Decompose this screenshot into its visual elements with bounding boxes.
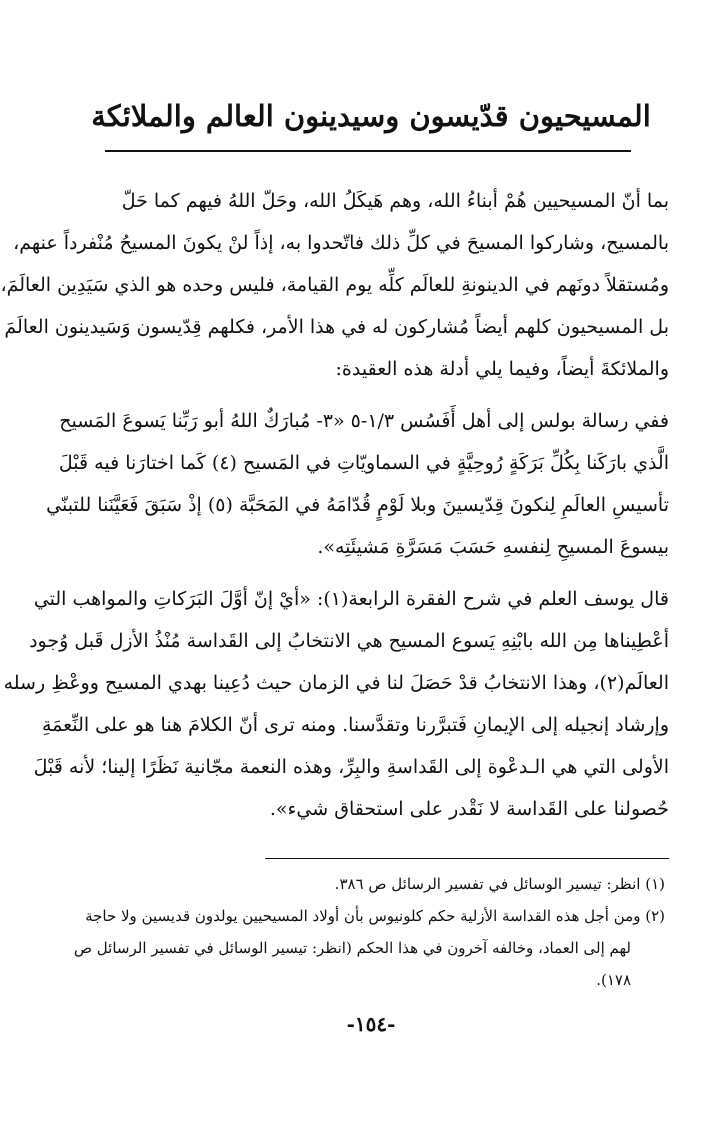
paragraph-ephesians-quote <box>46 400 669 568</box>
page-number: -١٥٤- <box>346 1012 396 1036</box>
footnote-2: (٢) ومن أجل هذه القداسة الأزلية حكم كلونيوس بأن أولاد المسيحيين يولدون قديسين ولا حاجة <box>85 907 665 925</box>
paragraph-line: بل المسيحيون كلهم أيضاً مُشاركون له في هذا الأمر، فكلهم قِدّيسون وَسَيدينون العالَمَ <box>4 316 669 338</box>
paragraph-commentary <box>3 578 669 830</box>
paragraph-line: حُصولنا على القَداسة لا نَقْدر على استحقاق شيء». <box>269 798 669 820</box>
paragraph-line: والملائكةَ أيضاً، وفيما يلي أدلة هذه العقيدة: <box>335 358 669 380</box>
footnote-2-continued: لهم إلى العماد، وخالفه آخرون في هذا الحكم (انظر: تيسير الوسائل في تفسير الرسائل ص <box>73 939 631 957</box>
paragraph-line: تأسيسِ العالَمِ لِنكونَ قِدّيسينَ وبلا لَوْمٍ قُدّامَهُ في المَحَبَّة (٥) إذْ سَبَقَ فَعَيَّنَنا للتبنّي <box>46 494 669 516</box>
paragraph-line: بيسوعَ المسيحِ لِنفسهِ حَسَبَ مَسَرَّةِ مَشيئَتِه». <box>317 536 669 558</box>
footnote-2-continued: ١٧٨). <box>596 971 631 989</box>
paragraph-line: بما أنّ المسيحيين هُمْ أبناءُ الله، وهم هَيكَلُ الله، وحَلّ اللهُ فيهم كما حَلّ <box>121 190 669 212</box>
paragraph-line: أعْطِيناها مِن الله بابْنِهِ يَسوع المسيح هي الانتخابُ إلى القَداسة مُنْذُ الأزل قَبل وُجود <box>29 630 669 652</box>
paragraph-line: وإرشاد إنجيله إلى الإيمانِ فَتبرَّرنا وتقدَّسنا. ومنه ترى أنّ الكلامَ هنا هو على النِّعمَةِ <box>42 714 669 736</box>
paragraph-line: بالمسيح، وشاركوا المسيحَ في كلِّ ذلك فاتّحدوا به، إذاً لنْ يكونَ المسيحُ مُنْفرداً عنهم، <box>13 232 669 254</box>
title-divider <box>105 150 631 152</box>
chapter-title: المسيحيون قدّيسون وسيدينون العالم والملائكة <box>91 99 651 133</box>
paragraph-intro <box>0 180 669 390</box>
paragraph-line: قال يوسف العلم في شرح الفقرة الرابعة(١): «أيْ إنّ أوَّلَ البَرَكاتِ والمواهب التي <box>33 588 669 610</box>
footnotes <box>73 868 665 996</box>
footnote-1: (١) انظر: تيسير الوسائل في تفسير الرسائل ص ٣٨٦. <box>334 875 665 893</box>
paragraph-line: العالَم(٢)، وهذا الانتخابُ قدْ حَصَلَ لنا في الزمان حيث دُعِينا بهدي المسيح ووعْظِ رسله <box>3 672 669 694</box>
paragraph-line: الأولى التي هي الـدعْوة إلى القَداسةِ والبِرِّ، وهذه النعمة مجّانية نَظَرًا إلينا؛ لأنه قَبْلَ <box>33 756 669 778</box>
paragraph-line: ومُستقلاً دونَهم في الدينونةِ للعالَم كلِّه يوم القيامة، فليس وحده هو الذي سَيَدِين العالَمَ، <box>0 274 669 296</box>
footnote-divider <box>265 858 669 859</box>
paragraph-line: الَّذي بارَكَنا بِكُلِّ بَرَكَةٍ رُوحِيَّةٍ في السماويّاتِ في المَسيح (٤) كَما اختارَنا فيه قَبْلَ <box>58 452 669 474</box>
paragraph-line: ففي رسالة بولس إلى أهل أَفَسُس ١/٣-٥ «٣- مُبارَكٌ اللهُ أبو رَبِّنا يَسوعَ المَسيح <box>59 410 669 432</box>
